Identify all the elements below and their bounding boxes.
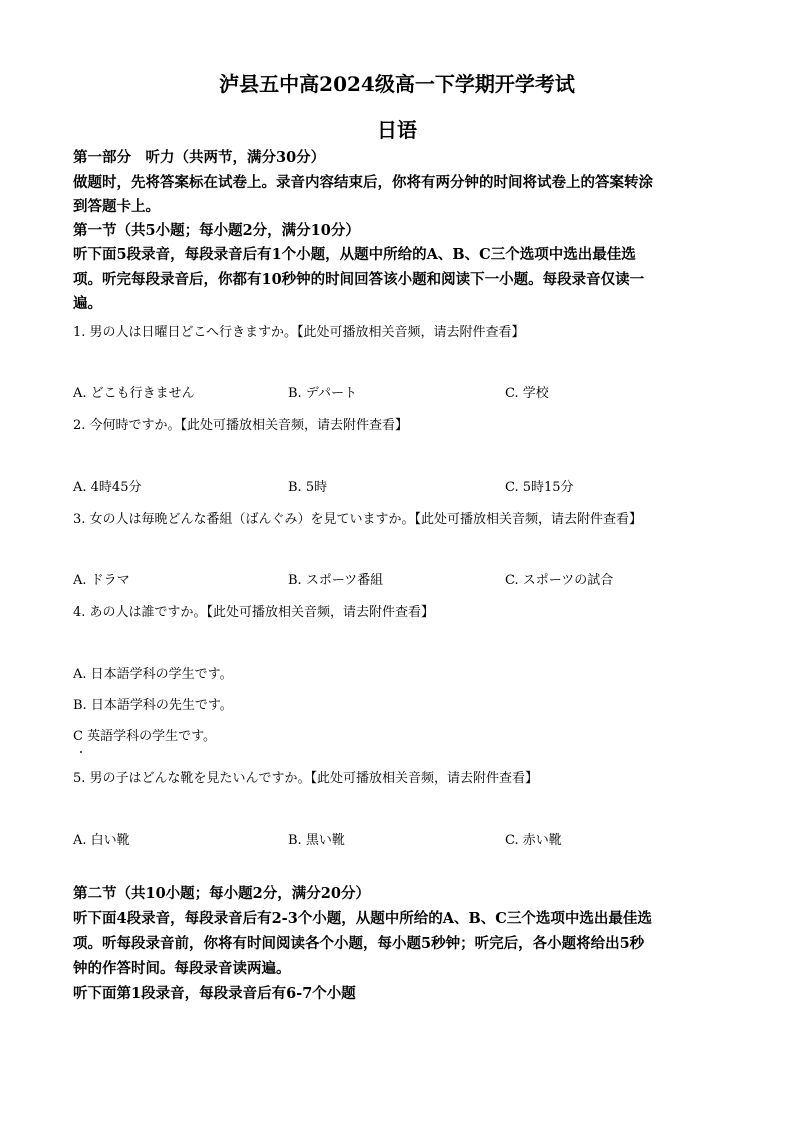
section2-sub-instruction: 听下面第1段录音，每段录音后有6-7个小题 bbox=[73, 985, 356, 1002]
option-b: B. スポーツ番組 bbox=[288, 573, 384, 588]
question-stem: 2. 今何時ですか。【此处可播放相关音频，请去附件查看】 bbox=[73, 418, 409, 433]
question-stem: 5. 男の子はどんな靴を見たいんですか。【此处可播放相关音频，请去附件查看】 bbox=[73, 771, 539, 786]
option-a: A. ドラマ bbox=[73, 573, 130, 588]
section1-instruction-line: 听下面5段录音，每段录音后有1个小题，从题中所给的A、B、C三个选项中选出最佳选 bbox=[73, 246, 636, 263]
option-c: C. 赤い靴 bbox=[505, 833, 562, 848]
option-b: B. デパート bbox=[288, 386, 358, 401]
section2-heading: 第二节（共10小题；每小题2分，满分20分） bbox=[73, 885, 370, 902]
section1-instruction-line: 项。听完每段录音后，你都有10秒钟的时间回答该小题和阅读下一小题。每段录音仅读一 bbox=[73, 271, 645, 288]
option-c: C 英語学科の学生です。 bbox=[73, 729, 217, 744]
option-c: C. スポーツの試合 bbox=[505, 573, 614, 588]
option-b: B. 日本語学科の先生です。 bbox=[73, 698, 233, 713]
section2-instruction-line: 项。听每段录音前，你将有时间阅读各个小题，每小题5秒钟；听完后，各小题将给出5秒 bbox=[73, 935, 645, 952]
section1-heading: 第一节（共5小题；每小题2分，满分10分） bbox=[73, 222, 360, 239]
exam-title: 泸县五中高2024级高一下学期开学考试 bbox=[219, 72, 575, 96]
question-stem: 1. 男の人は日曜日どこへ行きますか。【此处可播放相关音频，请去附件查看】 bbox=[73, 325, 525, 340]
option-a: A. 4時45分 bbox=[73, 480, 142, 495]
part1-heading: 第一部分 听力（共两节，满分30分） bbox=[73, 149, 326, 166]
option-b: B. 5時 bbox=[288, 480, 328, 495]
section2-instruction-line: 钟的作答时间。每段录音读两遍。 bbox=[73, 960, 291, 977]
question-stem: 3. 女の人は毎晩どんな番組（ばんぐみ）を見ていますか。【此处可播放相关音频，请去附件查看】 bbox=[73, 512, 643, 527]
option-a: A. どこも行きません bbox=[73, 386, 195, 401]
section2-instruction-line: 听下面4段录音，每段录音后有2-3个小题，从题中所给的A、B、C三个选项中选出最佳选 bbox=[73, 910, 652, 927]
option-b: B. 黒い靴 bbox=[288, 833, 345, 848]
option-c: C. 学校 bbox=[505, 386, 549, 401]
part1-instruction-line: 到答题卡上。 bbox=[73, 198, 160, 215]
option-c: C. 5時15分 bbox=[505, 480, 574, 495]
stray-dot bbox=[80, 751, 82, 753]
part1-instruction-line: 做题时，先将答案标在试卷上。录音内容结束后，你将有两分钟的时间将试卷上的答案转涂 bbox=[73, 174, 653, 191]
option-a: A. 日本語学科の学生です。 bbox=[73, 667, 233, 682]
option-a: A. 白い靴 bbox=[73, 833, 130, 848]
section1-instruction-line: 遍。 bbox=[73, 295, 102, 312]
subject-title: 日语 bbox=[377, 118, 417, 142]
question-stem: 4. あの人は誰ですか。【此处可播放相关音频，请去附件查看】 bbox=[73, 605, 435, 620]
